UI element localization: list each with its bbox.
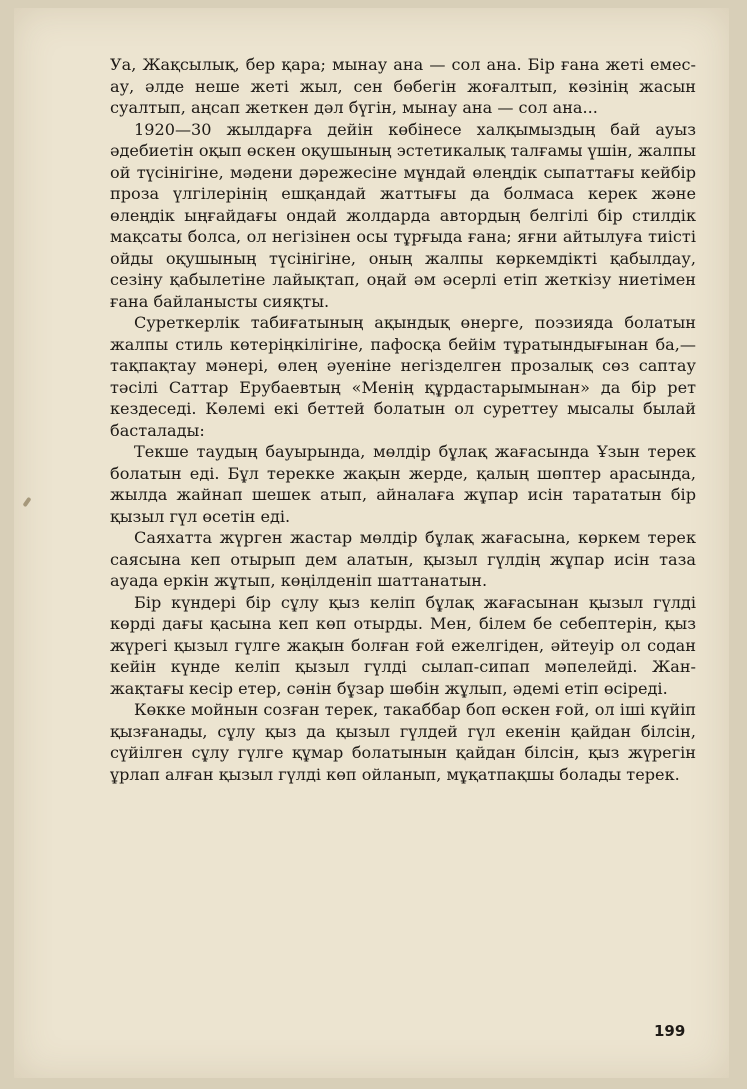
paragraph-3: Суреткерлік табиғатының ақындық өнерге, поэзияда болатын жалпы стиль көтеріңкілігіне, пафосқа бейім тұратындығынан ба,— тақпақтау мәнері, өлең әуеніне негізделген прозалық сөз саптау тәсілі Саттар Ерубаевтың «Менің құрдастарымынан» да бір рет кездеседі. Көлемі екі беттей болатын ол суреттеу мысалы былай басталады: — [110, 313, 696, 440]
paragraph-7: Көкке мойнын созған терек, такаббар боп өскен ғой, ол іші күйіп қызғанады, сұлу қыз да қызыл гүлдей гүл екенін қайдан білсін, сүйілген сұлу гүлге құмар болатынын қайдан білсін, қыз жүрегін ұрлап алған қызыл гүлді көп ойланып, мұқатпақшы болады терек. — [110, 700, 696, 784]
paragraph-2: 1920—30 жылдарға дейін көбінесе халқымыздың бай ауыз әдебиетін оқып өскен оқушының эстетикалық талғамы үшін, жалпы ой түсінігіне, мәдени дәрежесіне мұндай өлеңдік сыпаттағы кейбір проза үлгілерінің ешқандай жаттығы да болмаса керек және өлеңдік ыңғайдағы ондай жолдарда автордың белгілі бір стилдік мақсаты болса, ол негізінен осы тұрғыда ғана; яғни айтылуға тиісті ойды оқушының түсінігіне, оның жалпы көркемдікті қабылдау, сезіну қабылетіне лайықтап, оңай әм әсерлі етіп жеткізу ниетімен ғана байланысты сияқты. — [110, 119, 696, 311]
paragraph-6: Бір күндері бір сұлу қыз келіп бұлақ жағасынан қызыл гүлді көрді дағы қасына кеп көп отырды. Мен, білем бе себептерін, қыз жүрегі қызыл гүлге жақын болған ғой ежелгіден, әйтеуір ол содан кейін күнде келіп қызыл гүлді сылап-сипап мәпелейді. Жан-жақтағы кесір етер, сәнін бұзар шөбін жұлып, әдемі етіп өсіреді. — [110, 592, 696, 698]
paragraph-4: Текше таудың бауырында, мөлдір бұлақ жағасында Ұзын терек болатын еді. Бұл терекке жақын жерде, қалың шөптер арасында, жылда жайнап шешек атып, айналаға жұпар исін тарататын бір қызыл гүл өсетін еді. — [110, 442, 696, 526]
paragraph-1: Уа, Жақсылық, бер қара; мынау ана — сол ана. Бір ғана жеті емес-ау, әлде неше жеті жыл, сен бөбегін жоғалтып, көзінің жасын суалтып, аңсап жеткен дәл бүгін, мынау ана — сол ана... — [110, 55, 696, 117]
paragraph-5: Саяхатта жүрген жастар мөлдір бұлақ жағасына, көркем терек саясына кеп отырып дем алатын, қызыл гүлдің жұпар исін таза ауада еркін жұтып, көңілденіп шаттанатын. — [110, 528, 696, 590]
page-body-text — [110, 54, 696, 785]
book-page — [14, 8, 729, 1078]
page-number: 199 — [654, 1022, 686, 1040]
